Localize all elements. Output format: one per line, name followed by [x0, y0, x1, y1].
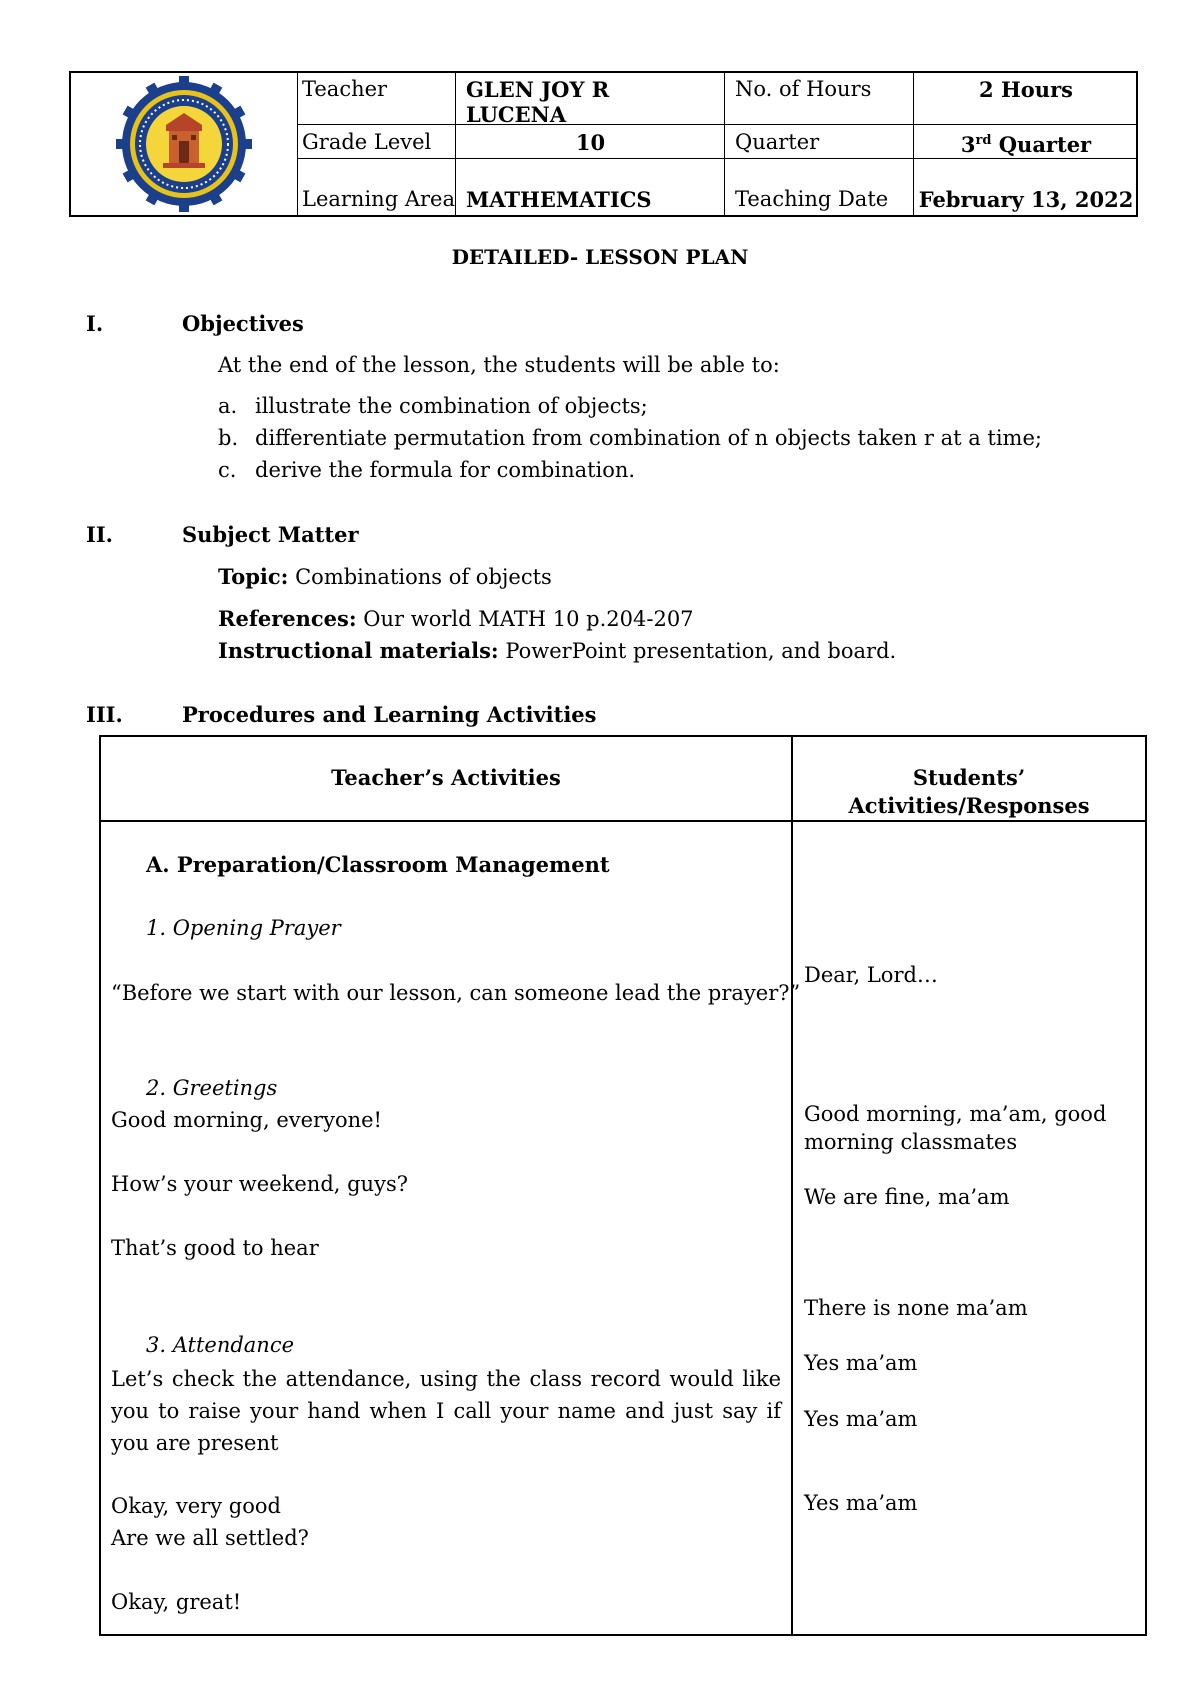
header-col-divider — [724, 73, 725, 215]
teacher-great-text: Okay, great! — [111, 1590, 242, 1614]
quarter-label: Quarter — [735, 130, 820, 154]
objective-item: differentiate permutation from combination of n objects taken r at a time; — [255, 426, 1042, 450]
step-greetings: 2. Greetings — [146, 1076, 278, 1100]
table-header-divider — [101, 820, 1145, 822]
topic-label: Topic: — [218, 564, 289, 589]
objective-item: illustrate the combination of objects; — [255, 394, 648, 418]
procedures-number: III. — [86, 702, 123, 727]
step-opening-prayer: 1. Opening Prayer — [146, 916, 341, 940]
area-label: Learning Area — [302, 187, 455, 211]
header-row-divider — [297, 158, 1136, 159]
student-yes-response: Yes ma’am — [804, 1407, 918, 1431]
references-line — [218, 606, 694, 631]
procedures-table — [99, 735, 1147, 1636]
section-a-heading: A. Preparation/Classroom Management — [146, 852, 610, 877]
teacher-attendance-text: Let’s check the attendance, using the class record would like you to raise your hand when I call your name and just say if you are present — [111, 1367, 781, 1455]
objectives-intro: At the end of the lesson, the students will be able to: — [218, 353, 780, 377]
table-column-divider — [791, 737, 793, 1634]
grade-value: 10 — [575, 130, 606, 155]
student-prayer-response: Dear, Lord… — [804, 963, 938, 987]
quarter-num: 3 — [960, 132, 976, 157]
header-col-divider — [455, 73, 456, 215]
objective-item: derive the formula for combination. — [255, 458, 636, 482]
quarter-word: Quarter — [998, 132, 1092, 157]
logo-cell — [71, 73, 298, 215]
topic-value: Combinations of objects — [288, 565, 552, 589]
procedures-heading: Procedures and Learning Activities — [182, 702, 597, 727]
header-row-divider — [297, 124, 1136, 125]
teacher-settled-text: Are we all settled? — [111, 1526, 309, 1550]
student-yes-response: Yes ma’am — [804, 1351, 918, 1375]
student-none-response: There is none ma’am — [804, 1296, 1028, 1320]
objective-marker: b. — [218, 426, 239, 450]
date-label: Teaching Date — [735, 187, 889, 211]
school-seal-logo — [71, 73, 297, 215]
step-attendance: 3. Attendance — [146, 1333, 295, 1357]
objectives-heading: Objectives — [182, 311, 304, 336]
references-label: References: — [218, 606, 357, 631]
quarter-sup: rd — [975, 133, 992, 148]
teacher-good-text: That’s good to hear — [111, 1236, 319, 1260]
materials-value: PowerPoint presentation, and board. — [498, 639, 897, 663]
hours-value: 2 Hours — [979, 77, 1073, 102]
objectives-number: I. — [86, 311, 104, 336]
student-greeting-response: Good morning, ma’am, good morning classmates — [804, 1102, 1107, 1154]
student-yes-response: Yes ma’am — [804, 1491, 918, 1515]
students-column-header: Students’ Activities/Responses — [848, 765, 1090, 818]
student-weekend-response: We are fine, ma’am — [804, 1185, 1010, 1209]
hours-label: No. of Hours — [735, 77, 872, 101]
teacher-column-header: Teacher’s Activities — [331, 765, 561, 790]
teacher-value: GLEN JOY R LUCENA — [466, 77, 610, 127]
materials-label: Instructional materials: — [218, 638, 499, 663]
header-col-divider — [913, 73, 914, 215]
references-value: Our world MATH 10 p.204-207 — [356, 607, 694, 631]
date-value: February 13, 2022 — [918, 187, 1134, 212]
page-title: DETAILED- LESSON PLAN — [451, 245, 749, 269]
grade-label: Grade Level — [302, 130, 432, 154]
teacher-greeting-text: Good morning, everyone! — [111, 1108, 382, 1132]
objective-marker: a. — [218, 394, 238, 418]
subject-number: II. — [86, 522, 113, 547]
quarter-value — [916, 128, 1136, 157]
materials-line — [218, 638, 896, 663]
subject-heading: Subject Matter — [182, 522, 359, 547]
teacher-okay-text: Okay, very good — [111, 1494, 281, 1518]
header-table — [69, 71, 1138, 217]
teacher-weekend-text: How’s your weekend, guys? — [111, 1172, 408, 1196]
objective-marker: c. — [218, 458, 237, 482]
topic-line — [218, 564, 552, 589]
teacher-prayer-text: “Before we start with our lesson, can someone lead the prayer?” — [111, 981, 801, 1005]
teacher-label: Teacher — [302, 77, 388, 101]
area-value: MATHEMATICS — [466, 187, 652, 212]
